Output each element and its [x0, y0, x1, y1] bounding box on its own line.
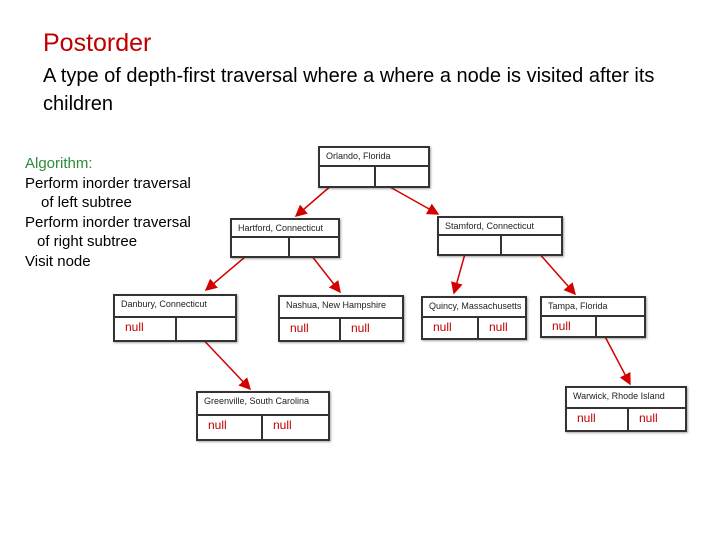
tree-node-quincy: [421, 296, 527, 340]
tree-node-nashua: [278, 295, 404, 342]
right-pointer: [597, 317, 644, 336]
left-pointer: [232, 238, 290, 256]
slide-title: Postorder: [43, 29, 152, 57]
tree-node-tampa: [540, 296, 646, 338]
tree-node-danbury: [113, 294, 237, 342]
node-label: Tampa, Florida: [542, 298, 644, 317]
tree-node-orlando: [318, 146, 430, 188]
right-pointer: [177, 318, 235, 340]
node-label: Quincy, Massachusetts: [423, 298, 525, 318]
node-label: Hartford, Connecticut: [232, 220, 338, 238]
right-pointer: null: [639, 411, 658, 425]
right-pointer: [502, 236, 561, 254]
tree-node-greenville: [196, 391, 330, 441]
node-label: Stamford, Connecticut: [439, 218, 561, 236]
tree-node-warwick: [565, 386, 687, 432]
algorithm-step-2: Perform inorder traversal: [25, 213, 191, 231]
node-label: Danbury, Connecticut: [115, 296, 235, 318]
left-pointer: null: [423, 318, 479, 338]
algorithm-step-1-cont: of left subtree: [41, 194, 132, 211]
node-label: Nashua, New Hampshire: [280, 297, 402, 319]
left-pointer: null: [115, 318, 177, 340]
left-pointer: null: [198, 416, 263, 439]
left-pointer: [439, 236, 502, 254]
slide-subtitle: A type of depth-first traversal where a where a node is visited after its children: [43, 65, 655, 115]
algorithm-title: Algorithm:: [25, 155, 93, 172]
tree-node-stamford: [437, 216, 563, 256]
left-pointer: null: [280, 319, 341, 341]
right-pointer: [290, 238, 338, 256]
tree-node-hartford: [230, 218, 340, 258]
algorithm-step-2-cont: of right subtree: [37, 233, 138, 250]
left-pointer: [320, 167, 376, 186]
node-label: Orlando, Florida: [320, 148, 428, 167]
right-pointer: null: [351, 320, 370, 335]
algorithm-step-1: Perform inorder traversal: [25, 174, 191, 192]
node-label: Warwick, Rhode Island: [567, 388, 685, 409]
left-pointer: null: [567, 409, 629, 430]
algorithm-step-3: Visit node: [25, 252, 91, 270]
right-pointer: [376, 167, 428, 186]
right-pointer: null: [489, 320, 508, 334]
left-pointer: null: [542, 317, 597, 336]
node-label: Greenville, South Carolina: [198, 393, 328, 416]
right-pointer: null: [273, 418, 292, 432]
